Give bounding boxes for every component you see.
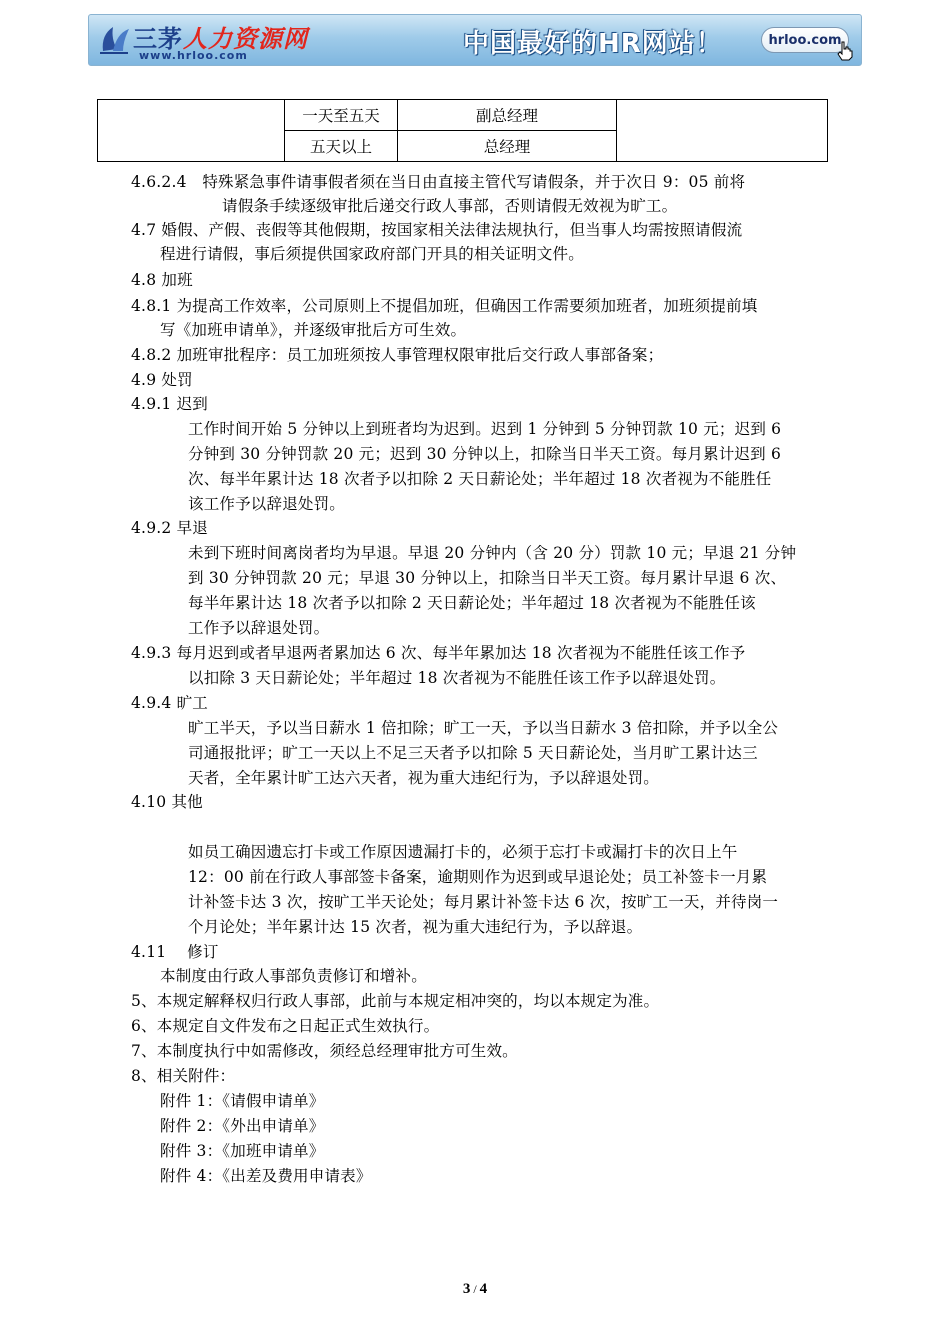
- heading-revision: 4.11 修订: [131, 943, 219, 961]
- early-paragraph-line: 到 30 分钟罚款 20 元；早退 30 分钟以上，扣除当日半天工资。每月累计早退 6 次、: [188, 569, 787, 587]
- clause-493: 4.9.3 每月迟到或者早退两者累加达 6 次、每半年累加达 18 次者视为不能胜任该工作予: [131, 644, 746, 662]
- heading-other: 4.10 其他: [131, 793, 203, 811]
- logo-url: www.hrloo.com: [139, 49, 248, 62]
- clause-481: 4.8.1 为提高工作效率，公司原则上不提倡加班，但确因工作需要须加班者，加班须提前填: [131, 297, 758, 315]
- clause-47: 4.7 婚假、产假、丧假等其他假期，按国家相关法律法规执行，但当事人均需按照请假流: [131, 221, 743, 239]
- attachment-4: 附件 4：《出差及费用申请表》: [160, 1167, 372, 1185]
- clause-4624: 4.6.2.4 特殊紧急事件请事假者须在当日由直接主管代写请假条，并于次日 9：05 前将: [131, 173, 746, 191]
- site-slogan: 中国最好的HR网站！: [463, 29, 723, 59]
- absence-paragraph-line: 旷工半天，予以当日薪水 1 倍扣除；旷工一天，予以当日薪水 3 倍扣除，并予以全公: [188, 719, 779, 737]
- absence-paragraph-line: 司通报批评；旷工一天以上不足三天者予以扣除 5 天日薪论处，当月旷工累计达三: [188, 744, 758, 762]
- late-paragraph-line: 该工作予以辞退处罚。: [188, 495, 346, 513]
- section-heading-penalty: 4.9 处罚: [131, 371, 193, 389]
- logo-part-1: 三茅: [133, 25, 183, 53]
- absence-paragraph-line: 天者，全年累计旷工达六天者，视为重大违纪行为，予以辞退处罚。: [188, 769, 660, 787]
- duration-cell: 五天以上: [285, 131, 398, 162]
- late-paragraph-line: 工作时间开始 5 分钟以上到班者均为迟到。迟到 1 分钟到 5 分钟罚款 10 元；迟到 6: [188, 420, 782, 438]
- page-current: 3: [462, 1281, 471, 1297]
- clause-481-cont: 写《加班申请单》，并逐级审批后方可生效。: [160, 321, 467, 339]
- other-paragraph-line: 12：00 前在行政人事部签卡备案，逾期则作为迟到或早退论处；员工补签卡一月累: [188, 868, 768, 886]
- item-5: 5、本规定解释权归行政人事部，此前与本规定相冲突的，均以本规定为准。: [131, 992, 660, 1010]
- logo-part-2: 人力资源网: [183, 25, 308, 53]
- early-paragraph-line: 工作予以辞退处罚。: [188, 619, 330, 637]
- early-paragraph-line: 未到下班时间离岗者均为早退。早退 20 分钟内（含 20 分）罚款 10 元；早退 21 分钟: [188, 544, 797, 562]
- early-paragraph-line: 每半年累计达 18 次者予以扣除 2 天日薪论处；半年超过 18 次者视为不能胜任该: [188, 594, 756, 612]
- attachment-2: 附件 2：《外出申请单》: [160, 1117, 325, 1135]
- heading-absence: 4.9.4 旷工: [131, 694, 208, 712]
- site-link-button[interactable]: hrloo.com: [761, 27, 849, 53]
- item-8: 8、相关附件：: [131, 1067, 236, 1085]
- revision-text: 本制度由行政人事部负责修订和增补。: [160, 967, 427, 985]
- attachment-1: 附件 1：《请假申请单》: [160, 1092, 325, 1110]
- heading-late: 4.9.1 迟到: [131, 395, 208, 413]
- clause-493-cont: 以扣除 3 天日薪论处；半年超过 18 次者视为不能胜任该工作予以辞退处罚。: [188, 669, 726, 687]
- clause-47-cont: 程进行请假，事后须提供国家政府部门开具的相关证明文件。: [160, 245, 584, 263]
- section-heading-overtime: 4.8 加班: [131, 271, 193, 289]
- other-paragraph-line: 个月论处；半年累计达 15 次者，视为重大违纪行为，予以辞退。: [188, 918, 643, 936]
- heading-early-leave: 4.9.2 早退: [131, 519, 208, 537]
- clause-4624-cont: 请假条手续逐级审批后递交行政人事部，否则请假无效视为旷工。: [222, 197, 678, 215]
- approver-cell: 总经理: [398, 131, 617, 162]
- clause-482: 4.8.2 加班审批程序：员工加班须按人事管理权限审批后交行政人事部备案；: [131, 346, 664, 364]
- approver-cell: 副总经理: [398, 100, 617, 131]
- page-total: 4: [479, 1281, 488, 1297]
- duration-cell: 一天至五天: [285, 100, 398, 131]
- late-paragraph-line: 分钟到 30 分钟罚款 20 元；迟到 30 分钟以上，扣除当日半天工资。每月累计迟到 6: [188, 445, 782, 463]
- item-6: 6、本规定自文件发布之日起正式生效执行。: [131, 1017, 440, 1035]
- page-number: [0, 1281, 950, 1298]
- item-7: 7、本制度执行中如需修改，须经总经理审批方可生效。: [131, 1042, 518, 1060]
- other-paragraph-line: 如员工确因遗忘打卡或工作原因遗漏打卡的，必须于忘打卡或漏打卡的次日上午: [188, 843, 738, 861]
- page-separator: /: [470, 1282, 480, 1296]
- other-paragraph-line: 计补签卡达 3 次，按旷工半天论处；每月累计补签卡达 6 次，按旷工一天，并待岗一: [188, 893, 779, 911]
- late-paragraph-line: 次、每半年累计达 18 次者予以扣除 2 天日薪论处；半年超过 18 次者视为不能胜任: [188, 470, 772, 488]
- attachment-3: 附件 3：《加班申请单》: [160, 1142, 325, 1160]
